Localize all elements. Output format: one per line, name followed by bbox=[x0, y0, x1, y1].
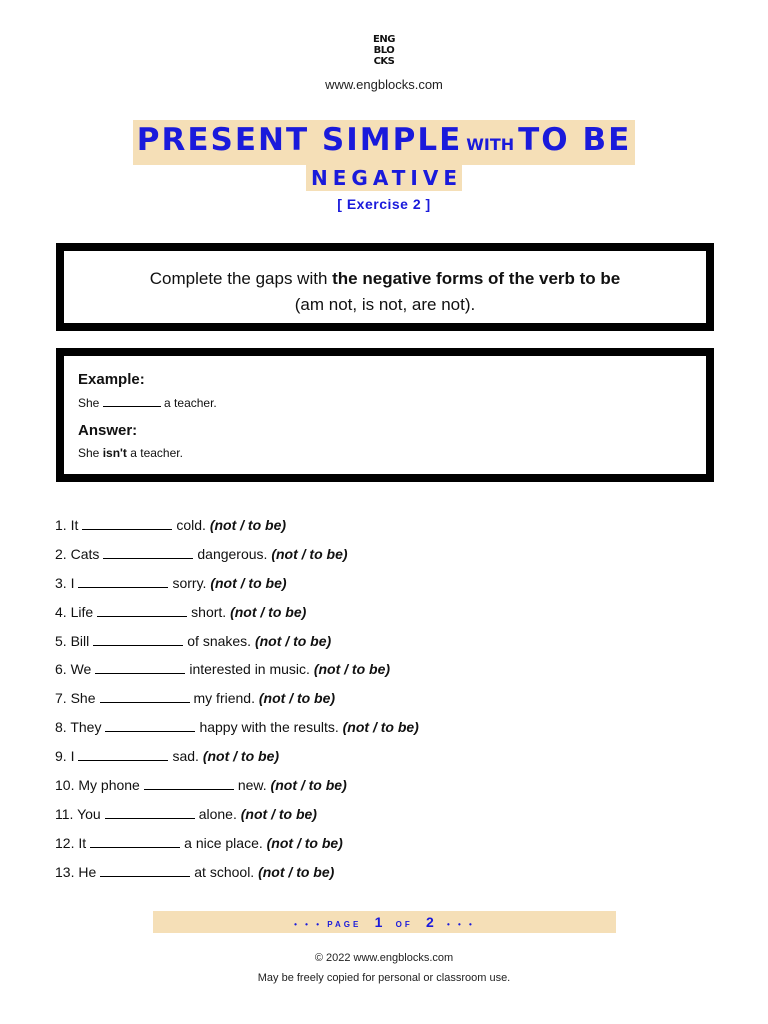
subtitle-band: NEGATIVE bbox=[306, 165, 462, 191]
page-title bbox=[0, 120, 768, 165]
answer-blank[interactable] bbox=[144, 775, 234, 790]
example-heading: Example: bbox=[78, 371, 145, 388]
exercise-list bbox=[55, 515, 715, 891]
example-sentence bbox=[78, 394, 706, 411]
answer-sentence bbox=[78, 445, 706, 461]
instruction-bold: the negative forms of the verb to be bbox=[332, 269, 621, 288]
exercise-item: 1. It cold. (not / to be) bbox=[55, 517, 287, 533]
site-url[interactable]: www.engblocks.com bbox=[325, 77, 443, 92]
exercise-item: 13. He at school. (not / to be) bbox=[55, 863, 335, 880]
answer-blank[interactable] bbox=[97, 602, 187, 617]
instruction-line-1 bbox=[64, 266, 706, 292]
answer-blank[interactable] bbox=[100, 688, 190, 703]
exercise-item: 11. You alone. (not / to be) bbox=[55, 805, 317, 822]
answer-blank[interactable] bbox=[93, 631, 183, 646]
answer-blank[interactable] bbox=[78, 746, 168, 761]
exercise-item: 5. Bill of snakes. (not / to be) bbox=[55, 632, 332, 649]
exercise-item: 12. It a nice place. (not / to be) bbox=[55, 834, 343, 851]
example-box bbox=[56, 348, 714, 482]
license-note: May be freely copied for personal or classroom use. bbox=[257, 972, 511, 984]
example-blank bbox=[103, 394, 161, 407]
answer-blank[interactable] bbox=[78, 573, 168, 588]
exercise-item: 9. I sad. (not / to be) bbox=[55, 748, 280, 765]
title-part1: PRESENT SIMPLE bbox=[136, 122, 463, 158]
of-word: OF bbox=[395, 920, 413, 929]
answer-blank[interactable] bbox=[105, 804, 195, 819]
engblocks-logo bbox=[369, 34, 399, 67]
answer-blank[interactable] bbox=[103, 544, 193, 559]
example-rest: a teacher. bbox=[164, 396, 217, 410]
answer-rest: a teacher. bbox=[130, 446, 183, 460]
pagination-band bbox=[153, 911, 616, 933]
title-with: WITH bbox=[466, 135, 515, 154]
answer-blank[interactable] bbox=[95, 659, 185, 674]
answer-verb: isn't bbox=[102, 446, 127, 460]
instruction-prefix: Complete the gaps with bbox=[149, 269, 333, 288]
copyright: © 2022 www.engblocks.com bbox=[314, 952, 454, 964]
dots-left: • • • bbox=[294, 920, 323, 929]
exercise-item: 8. They happy with the results. (not / to be) bbox=[55, 719, 419, 736]
answer-blank[interactable] bbox=[105, 717, 195, 732]
logo-line: BLO bbox=[373, 45, 395, 56]
page-word: PAGE bbox=[327, 920, 362, 929]
answer-blank[interactable] bbox=[90, 833, 180, 848]
instruction-box bbox=[56, 243, 714, 331]
exercise-item: 3. I sorry. (not / to be) bbox=[55, 574, 287, 591]
logo-line: CKS bbox=[373, 56, 395, 67]
answer-subject: She bbox=[78, 446, 100, 460]
answer-heading: Answer: bbox=[78, 422, 138, 439]
title-band bbox=[133, 120, 636, 165]
dots-right: • • • bbox=[446, 920, 475, 929]
current-page: 1 bbox=[374, 914, 383, 930]
exercise-item: 6. We interested in music. (not / to be) bbox=[55, 661, 391, 678]
example-subject: She bbox=[78, 396, 100, 410]
answer-blank[interactable] bbox=[82, 515, 172, 530]
title-part2: TO BE bbox=[518, 122, 632, 158]
subtitle bbox=[0, 165, 768, 191]
answer-blank[interactable] bbox=[100, 862, 190, 877]
total-pages: 2 bbox=[425, 914, 434, 930]
exercise-item: 7. She my friend. (not / to be) bbox=[55, 690, 336, 707]
exercise-item: 10. My phone new. (not / to be) bbox=[55, 777, 347, 794]
exercise-item: 4. Life short. (not / to be) bbox=[55, 603, 307, 620]
logo-line: ENG bbox=[373, 34, 395, 45]
exercise-label: [ Exercise 2 ] bbox=[337, 196, 431, 212]
instruction-line-2: (am not, is not, are not). bbox=[294, 295, 476, 314]
exercise-item: 2. Cats dangerous. (not / to be) bbox=[55, 545, 348, 562]
